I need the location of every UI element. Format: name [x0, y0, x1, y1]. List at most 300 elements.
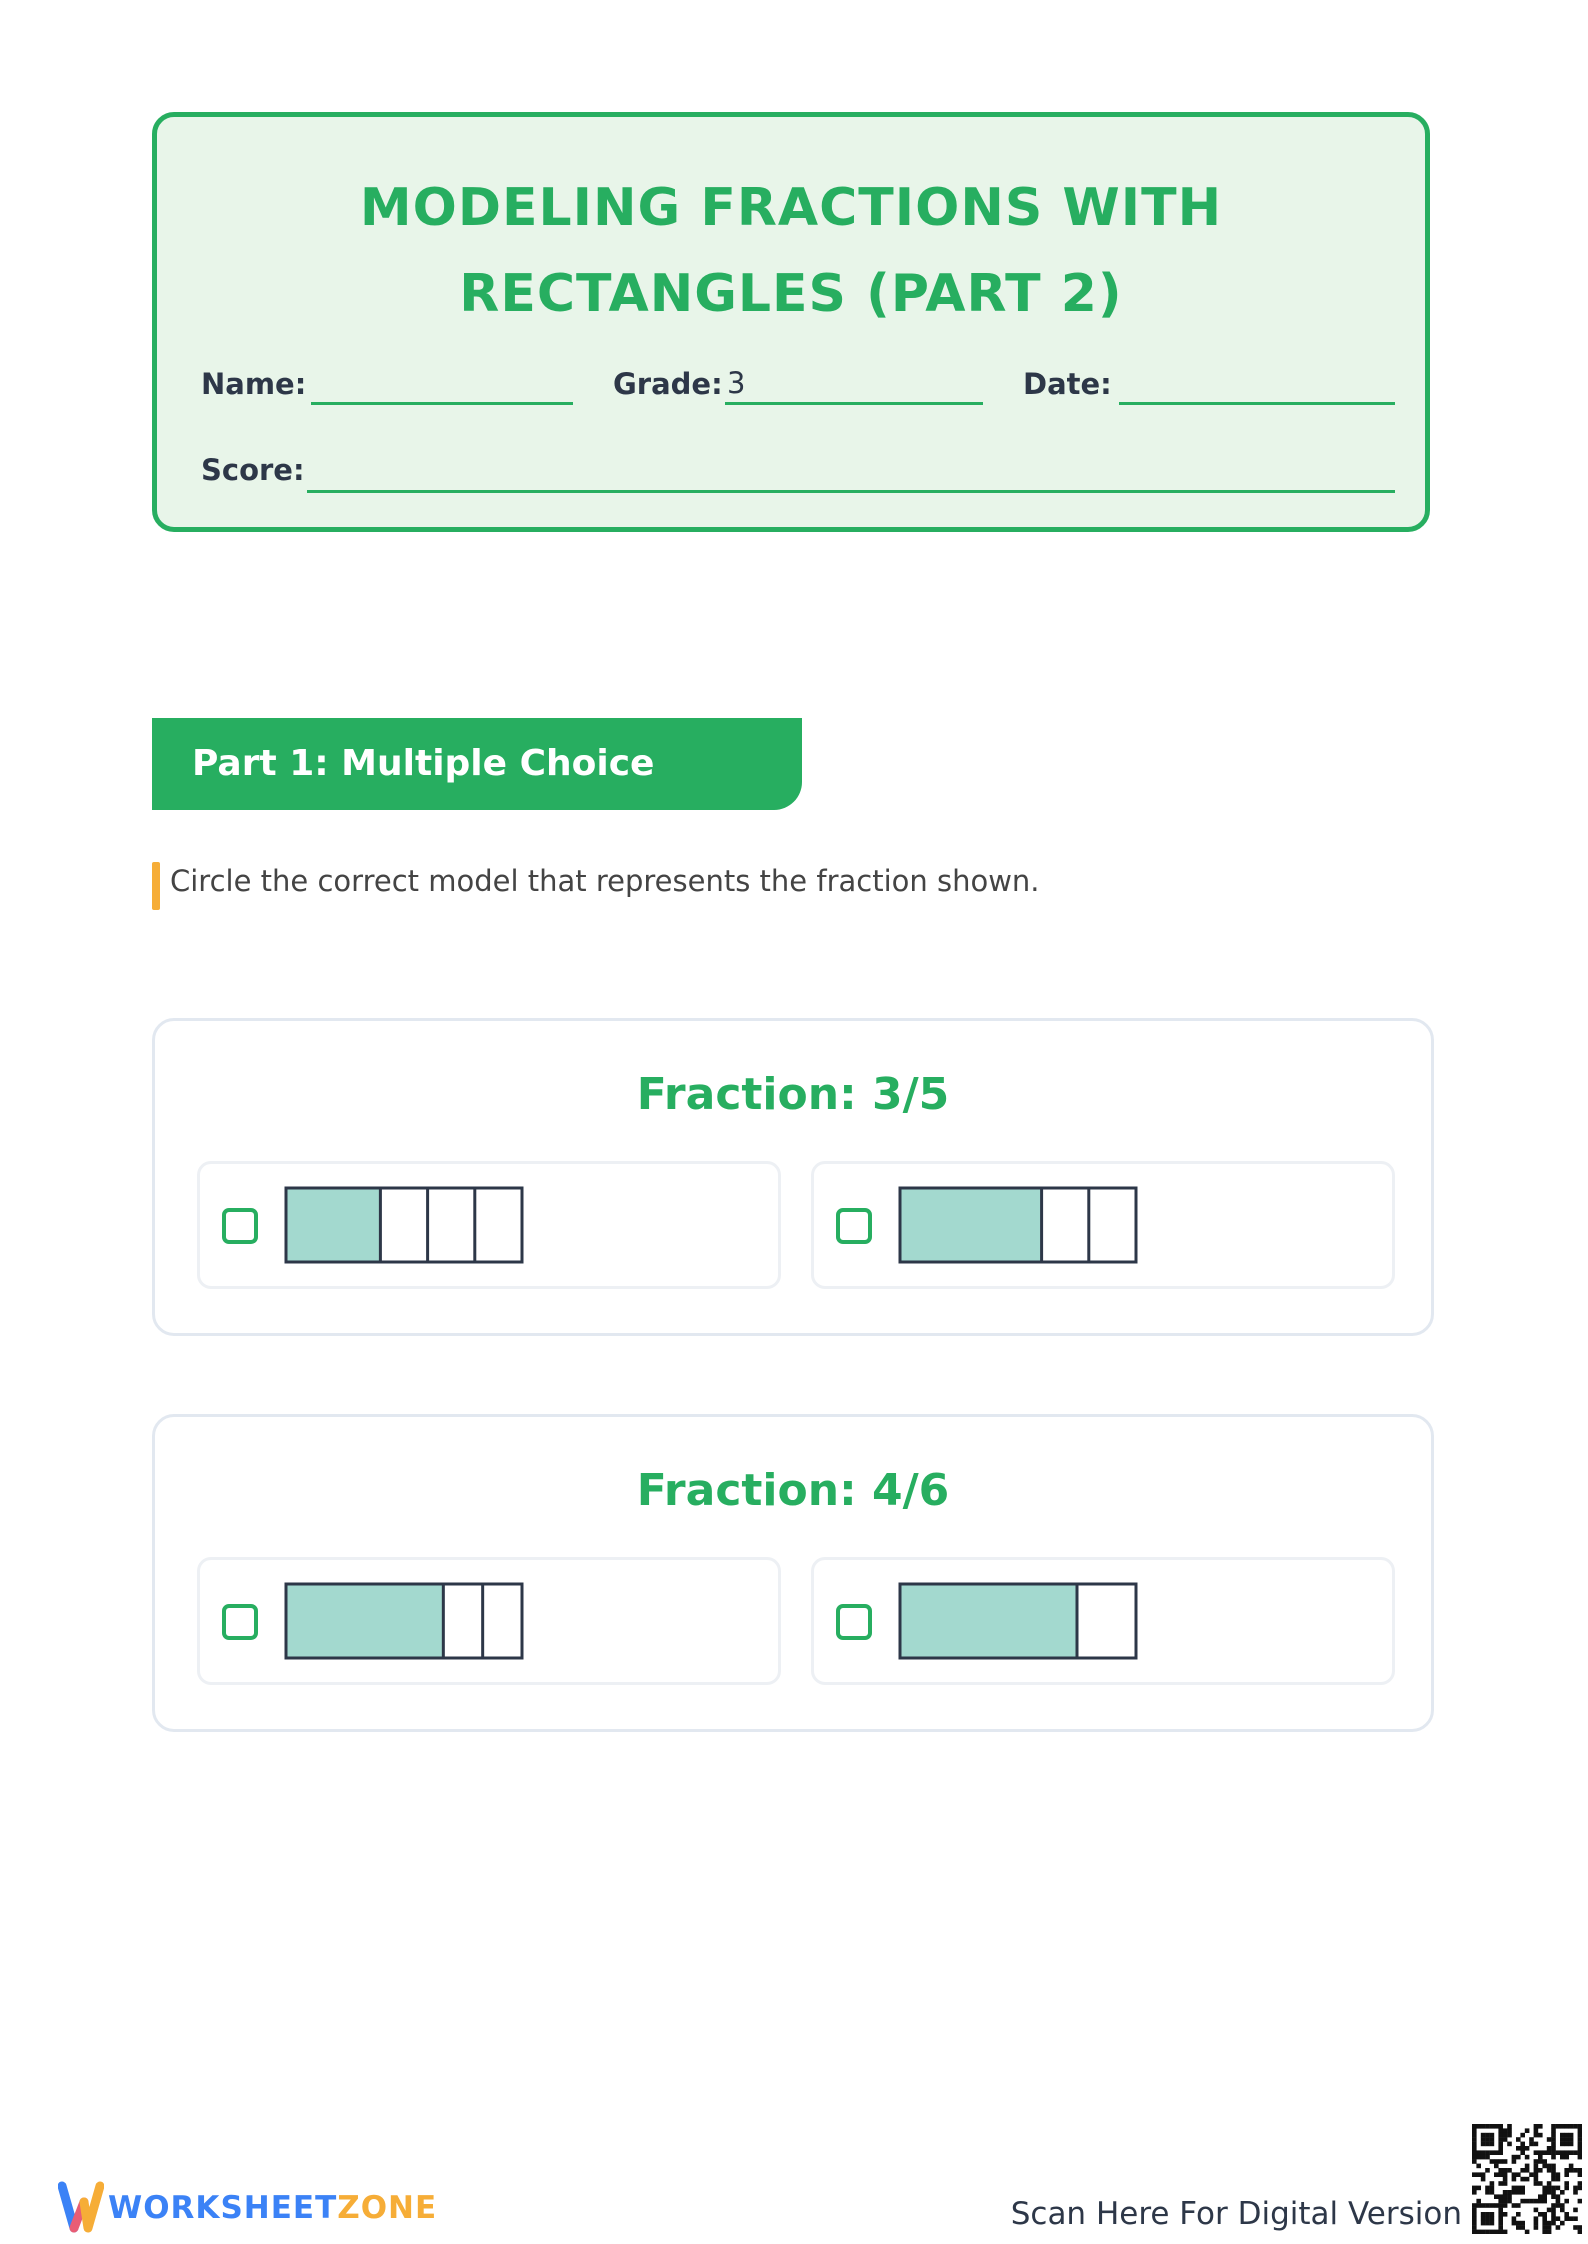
- qr-module: [1551, 2150, 1556, 2155]
- qr-module: [1578, 2124, 1582, 2129]
- qr-module: [1498, 2212, 1503, 2217]
- qr-module: [1476, 2186, 1481, 2191]
- qr-module: [1512, 2216, 1517, 2221]
- qr-module: [1547, 2221, 1552, 2226]
- qr-module: [1573, 2216, 1578, 2221]
- qr-module: [1512, 2186, 1517, 2191]
- qr-module: [1564, 2216, 1569, 2221]
- qr-module: [1490, 2133, 1495, 2138]
- score-label: Score:: [201, 453, 305, 487]
- qr-module: [1534, 2128, 1539, 2133]
- qr-module: [1490, 2142, 1495, 2147]
- qr-module: [1573, 2225, 1578, 2230]
- qr-module: [1538, 2168, 1543, 2173]
- qr-module: [1520, 2177, 1525, 2182]
- qr-module: [1512, 2172, 1517, 2177]
- qr-module: [1551, 2190, 1556, 2195]
- qr-module: [1481, 2124, 1486, 2129]
- score-field[interactable]: [307, 490, 1395, 493]
- qr-module: [1573, 2208, 1578, 2213]
- qr-module: [1560, 2203, 1565, 2208]
- qr-module: [1573, 2150, 1578, 2155]
- qr-module: [1569, 2133, 1574, 2138]
- qr-module: [1538, 2199, 1543, 2204]
- qr-module: [1547, 2168, 1552, 2173]
- qr-module: [1516, 2212, 1521, 2217]
- qr-module: [1551, 2146, 1556, 2151]
- qr-module: [1503, 2168, 1508, 2173]
- qr-module: [1538, 2181, 1543, 2186]
- qr-module: [1476, 2172, 1481, 2177]
- qr-module: [1547, 2137, 1552, 2142]
- qr-module: [1520, 2168, 1525, 2173]
- date-field[interactable]: [1119, 402, 1395, 405]
- qr-module: [1560, 2124, 1565, 2129]
- answer-checkbox[interactable]: [222, 1208, 258, 1244]
- qr-module: [1534, 2221, 1539, 2226]
- qr-module: [1534, 2164, 1539, 2169]
- qr-module: [1547, 2230, 1552, 2234]
- qr-module: [1578, 2146, 1582, 2151]
- qr-module: [1556, 2172, 1561, 2177]
- qr-module: [1498, 2150, 1503, 2155]
- qr-module: [1551, 2221, 1556, 2226]
- qr-module: [1503, 2177, 1508, 2182]
- qr-module: [1507, 2133, 1512, 2138]
- qr-module: [1551, 2186, 1556, 2191]
- qr-module: [1551, 2216, 1556, 2221]
- qr-module: [1503, 2190, 1508, 2195]
- qr-module: [1481, 2230, 1486, 2234]
- qr-module: [1498, 2142, 1503, 2147]
- qr-module: [1534, 2168, 1539, 2173]
- qr-module: [1494, 2230, 1499, 2234]
- instruction-accent-bar: [152, 862, 160, 910]
- title-line-1: MODELING FRACTIONS WITH: [359, 178, 1223, 238]
- qr-module: [1476, 2164, 1481, 2169]
- date-label: Date:: [1023, 367, 1112, 401]
- qr-module: [1503, 2203, 1508, 2208]
- qr-module: [1547, 2208, 1552, 2213]
- qr-module: [1551, 2124, 1556, 2129]
- qr-module: [1551, 2142, 1556, 2147]
- fraction-model: [898, 1186, 1138, 1264]
- qr-module: [1485, 2124, 1490, 2129]
- qr-module: [1556, 2199, 1561, 2204]
- qr-module: [1485, 2137, 1490, 2142]
- qr-module: [1503, 2212, 1508, 2217]
- qr-module: [1498, 2146, 1503, 2151]
- qr-module: [1534, 2159, 1539, 2164]
- qr-module: [1503, 2230, 1508, 2234]
- qr-module: [1551, 2168, 1556, 2173]
- qr-module: [1564, 2172, 1569, 2177]
- qr-module: [1490, 2186, 1495, 2191]
- qr-module: [1476, 2155, 1481, 2160]
- qr-module: [1472, 2208, 1477, 2213]
- qr-module: [1578, 2199, 1582, 2204]
- qr-module: [1481, 2221, 1486, 2226]
- qr-module: [1490, 2221, 1495, 2226]
- fraction-model: [284, 1186, 524, 1264]
- qr-module: [1490, 2212, 1495, 2217]
- qr-module: [1512, 2221, 1517, 2226]
- qr-module: [1525, 2177, 1530, 2182]
- qr-module: [1529, 2137, 1534, 2142]
- qr-module: [1498, 2172, 1503, 2177]
- qr-module: [1503, 2199, 1508, 2204]
- qr-module: [1578, 2225, 1582, 2230]
- qr-module: [1490, 2159, 1495, 2164]
- qr-module: [1498, 2194, 1503, 2199]
- qr-module: [1542, 2230, 1547, 2234]
- name-label: Name:: [201, 367, 307, 401]
- qr-module: [1525, 2155, 1530, 2160]
- qr-module: [1512, 2190, 1517, 2195]
- question-title: Fraction: 4/6: [636, 1465, 950, 1516]
- qr-module: [1542, 2221, 1547, 2226]
- qr-module: [1560, 2208, 1565, 2213]
- question-card-1: [152, 1018, 1434, 1336]
- qr-module: [1481, 2216, 1486, 2221]
- qr-module: [1573, 2168, 1578, 2173]
- qr-module: [1551, 2155, 1556, 2160]
- qr-module: [1520, 2225, 1525, 2230]
- qr-module: [1481, 2150, 1486, 2155]
- part-1-heading: Part 1: Multiple Choice Models: [152, 718, 802, 810]
- qr-module: [1498, 2208, 1503, 2213]
- qr-module: [1485, 2150, 1490, 2155]
- qr-module: [1560, 2155, 1565, 2160]
- qr-module: [1472, 2225, 1477, 2230]
- qr-module: [1534, 2133, 1539, 2138]
- qr-module: [1520, 2150, 1525, 2155]
- qr-module: [1573, 2190, 1578, 2195]
- qr-module: [1551, 2177, 1556, 2182]
- instruction-text: Circle the correct model that represents the fraction shown.: [170, 864, 1040, 898]
- qr-module: [1472, 2216, 1477, 2221]
- qr-module: [1538, 2212, 1543, 2217]
- option-a[interactable]: [197, 1557, 781, 1685]
- qr-module: [1520, 2199, 1525, 2204]
- qr-module: [1529, 2172, 1534, 2177]
- qr-module: [1547, 2225, 1552, 2230]
- qr-module: [1564, 2186, 1569, 2191]
- qr-module: [1569, 2124, 1574, 2129]
- qr-module: [1564, 2137, 1569, 2142]
- qr-module: [1551, 2133, 1556, 2138]
- qr-module: [1498, 2225, 1503, 2230]
- answer-checkbox[interactable]: [836, 1604, 872, 1640]
- qr-module: [1560, 2150, 1565, 2155]
- qr-module: [1551, 2208, 1556, 2213]
- qr-module: [1498, 2199, 1503, 2204]
- qr-module: [1472, 2128, 1477, 2133]
- qr-module: [1472, 2212, 1477, 2217]
- qr-module: [1476, 2124, 1481, 2129]
- qr-module: [1560, 2142, 1565, 2147]
- qr-module: [1547, 2146, 1552, 2151]
- qr-module: [1578, 2137, 1582, 2142]
- qr-module: [1556, 2194, 1561, 2199]
- qr-module: [1472, 2155, 1477, 2160]
- qr-module: [1472, 2146, 1477, 2151]
- qr-module: [1520, 2146, 1525, 2151]
- qr-module: [1485, 2133, 1490, 2138]
- qr-module: [1538, 2124, 1543, 2129]
- qr-module: [1485, 2221, 1490, 2226]
- qr-module: [1573, 2124, 1578, 2129]
- qr-module: [1556, 2177, 1561, 2182]
- qr-module: [1564, 2142, 1569, 2147]
- qr-module: [1503, 2172, 1508, 2177]
- qr-module: [1494, 2124, 1499, 2129]
- qr-module: [1578, 2168, 1582, 2173]
- qr-module: [1560, 2221, 1565, 2226]
- qr-module: [1534, 2225, 1539, 2230]
- qr-module: [1490, 2190, 1495, 2195]
- brand-name-part-2: ZONE: [337, 2190, 438, 2226]
- qr-module: [1569, 2216, 1574, 2221]
- qr-module: [1534, 2150, 1539, 2155]
- qr-module: [1520, 2142, 1525, 2147]
- qr-module: [1485, 2190, 1490, 2195]
- question-title: Fraction: 3/5: [636, 1069, 950, 1120]
- qr-module: [1498, 2216, 1503, 2221]
- qr-module: [1494, 2150, 1499, 2155]
- shaded-region: [286, 1188, 380, 1262]
- shaded-region: [900, 1188, 1042, 1262]
- qr-module: [1520, 2133, 1525, 2138]
- grade-value: 3: [727, 366, 746, 400]
- qr-module: [1507, 2168, 1512, 2173]
- qr-module: [1490, 2137, 1495, 2142]
- qr-module: [1547, 2150, 1552, 2155]
- qr-module: [1481, 2177, 1486, 2182]
- worksheet-title: [157, 165, 1425, 337]
- qr-module: [1542, 2150, 1547, 2155]
- qr-module: [1472, 2133, 1477, 2138]
- qr-module: [1503, 2128, 1508, 2133]
- qr-module: [1525, 2164, 1530, 2169]
- qr-module: [1569, 2168, 1574, 2173]
- qr-module: [1534, 2142, 1539, 2147]
- qr-module: [1481, 2142, 1486, 2147]
- qr-module: [1534, 2172, 1539, 2177]
- qr-module: [1560, 2137, 1565, 2142]
- qr-module: [1556, 2124, 1561, 2129]
- qr-module: [1516, 2172, 1521, 2177]
- qr-code-icon[interactable]: [1472, 2124, 1582, 2234]
- qr-module: [1534, 2124, 1539, 2129]
- qr-module: [1498, 2124, 1503, 2129]
- option-b[interactable]: [811, 1557, 1395, 1685]
- worksheetzone-logo-icon: [58, 2178, 104, 2236]
- shaded-region: [286, 1584, 443, 1658]
- qr-module: [1542, 2159, 1547, 2164]
- qr-module: [1494, 2172, 1499, 2177]
- qr-module: [1498, 2168, 1503, 2173]
- qr-module: [1564, 2181, 1569, 2186]
- qr-module: [1498, 2221, 1503, 2226]
- qr-module: [1485, 2186, 1490, 2191]
- qr-module: [1507, 2199, 1512, 2204]
- qr-module: [1542, 2194, 1547, 2199]
- qr-module: [1538, 2133, 1543, 2138]
- qr-module: [1538, 2155, 1543, 2160]
- qr-module: [1564, 2124, 1569, 2129]
- qr-module: [1556, 2203, 1561, 2208]
- qr-module: [1498, 2230, 1503, 2234]
- qr-module: [1494, 2203, 1499, 2208]
- qr-module: [1556, 2225, 1561, 2230]
- qr-module: [1551, 2203, 1556, 2208]
- scan-text: Scan Here For Digital Version: [1010, 2196, 1462, 2232]
- qr-module: [1481, 2137, 1486, 2142]
- qr-module: [1507, 2142, 1512, 2147]
- qr-module: [1503, 2137, 1508, 2142]
- qr-module: [1578, 2150, 1582, 2155]
- worksheet-header: [152, 112, 1430, 532]
- qr-module: [1551, 2194, 1556, 2199]
- qr-module: [1485, 2212, 1490, 2217]
- qr-module: [1481, 2172, 1486, 2177]
- qr-module: [1551, 2212, 1556, 2217]
- qr-module: [1551, 2164, 1556, 2169]
- qr-module: [1472, 2230, 1477, 2234]
- qr-module: [1503, 2181, 1508, 2186]
- qr-module: [1534, 2181, 1539, 2186]
- qr-module: [1556, 2216, 1561, 2221]
- qr-module: [1520, 2221, 1525, 2226]
- qr-module: [1538, 2150, 1543, 2155]
- qr-module: [1578, 2128, 1582, 2133]
- qr-module: [1520, 2190, 1525, 2195]
- qr-module: [1556, 2186, 1561, 2191]
- qr-module: [1578, 2155, 1582, 2160]
- qr-module: [1542, 2199, 1547, 2204]
- qr-module: [1569, 2150, 1574, 2155]
- qr-module: [1472, 2137, 1477, 2142]
- qr-module: [1569, 2164, 1574, 2169]
- qr-module: [1490, 2203, 1495, 2208]
- qr-module: [1472, 2221, 1477, 2226]
- qr-module: [1476, 2150, 1481, 2155]
- qr-module: [1578, 2230, 1582, 2234]
- qr-module: [1494, 2159, 1499, 2164]
- qr-module: [1485, 2203, 1490, 2208]
- qr-module: [1542, 2216, 1547, 2221]
- qr-module: [1534, 2199, 1539, 2204]
- qr-module: [1498, 2159, 1503, 2164]
- qr-module: [1503, 2194, 1508, 2199]
- answer-checkbox[interactable]: [222, 1604, 258, 1640]
- qr-module: [1564, 2133, 1569, 2138]
- grade-field[interactable]: [725, 402, 983, 405]
- qr-module: [1520, 2186, 1525, 2191]
- qr-module: [1507, 2128, 1512, 2133]
- qr-module: [1490, 2150, 1495, 2155]
- qr-module: [1481, 2155, 1486, 2160]
- option-b[interactable]: [811, 1161, 1395, 1289]
- qr-module: [1560, 2190, 1565, 2195]
- qr-module: [1538, 2194, 1543, 2199]
- option-a[interactable]: [197, 1161, 781, 1289]
- qr-module: [1472, 2186, 1477, 2191]
- name-field[interactable]: [311, 402, 573, 405]
- qr-module: [1472, 2124, 1477, 2129]
- qr-module: [1534, 2208, 1539, 2213]
- qr-module: [1516, 2221, 1521, 2226]
- qr-module: [1512, 2155, 1517, 2160]
- qr-module: [1560, 2133, 1565, 2138]
- qr-module: [1490, 2230, 1495, 2234]
- brand-name-part-1: WORKSHEET: [108, 2190, 338, 2226]
- qr-module: [1472, 2172, 1477, 2177]
- qr-module: [1551, 2172, 1556, 2177]
- qr-module: [1512, 2177, 1517, 2182]
- qr-module: [1569, 2142, 1574, 2147]
- qr-module: [1490, 2124, 1495, 2129]
- qr-module: [1573, 2186, 1578, 2191]
- question-card-2: [152, 1414, 1434, 1732]
- qr-module: [1578, 2133, 1582, 2138]
- qr-module: [1516, 2225, 1521, 2230]
- qr-module: [1472, 2159, 1477, 2164]
- qr-module: [1503, 2159, 1508, 2164]
- shaded-region: [900, 1584, 1077, 1658]
- qr-module: [1547, 2186, 1552, 2191]
- qr-module: [1525, 2230, 1530, 2234]
- qr-module: [1564, 2168, 1569, 2173]
- qr-module: [1542, 2225, 1547, 2230]
- qr-module: [1542, 2164, 1547, 2169]
- qr-module: [1538, 2159, 1543, 2164]
- qr-module: [1494, 2164, 1499, 2169]
- answer-checkbox[interactable]: [836, 1208, 872, 1244]
- qr-module: [1547, 2164, 1552, 2169]
- qr-module: [1485, 2230, 1490, 2234]
- grade-label: Grade:: [613, 367, 723, 401]
- qr-module: [1564, 2199, 1569, 2204]
- qr-module: [1516, 2190, 1521, 2195]
- qr-module: [1498, 2203, 1503, 2208]
- qr-module: [1490, 2181, 1495, 2186]
- qr-module: [1578, 2172, 1582, 2177]
- qr-module: [1569, 2137, 1574, 2142]
- qr-module: [1547, 2190, 1552, 2195]
- qr-module: [1525, 2199, 1530, 2204]
- qr-module: [1507, 2124, 1512, 2129]
- qr-module: [1525, 2146, 1530, 2151]
- qr-module: [1481, 2133, 1486, 2138]
- qr-module: [1476, 2203, 1481, 2208]
- qr-module: [1498, 2133, 1503, 2138]
- qr-module: [1529, 2142, 1534, 2147]
- qr-module: [1551, 2128, 1556, 2133]
- qr-module: [1534, 2177, 1539, 2182]
- qr-module: [1490, 2216, 1495, 2221]
- qr-module: [1564, 2150, 1569, 2155]
- qr-module: [1472, 2150, 1477, 2155]
- qr-module: [1578, 2186, 1582, 2191]
- qr-module: [1578, 2142, 1582, 2147]
- fraction-model: [898, 1582, 1138, 1660]
- qr-module: [1472, 2203, 1477, 2208]
- qr-module: [1507, 2194, 1512, 2199]
- qr-module: [1485, 2168, 1490, 2173]
- qr-module: [1542, 2190, 1547, 2195]
